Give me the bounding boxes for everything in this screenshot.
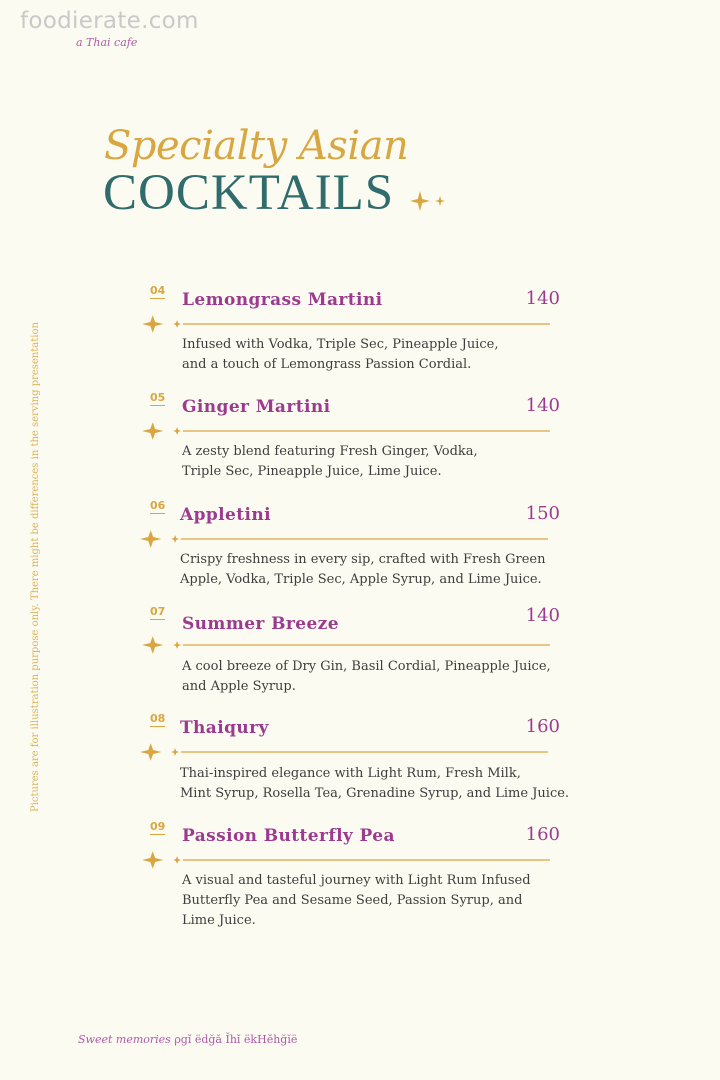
item-price: 160 xyxy=(525,716,560,737)
item-price: 140 xyxy=(525,288,560,309)
footer-thai: ρgĭ ëdğă Ĭhĭ ëkHĕhğĭë xyxy=(174,1033,298,1046)
item-description: Crispy freshness in every sip, crafted with Fresh Green Apple, Vodka, Triple Sec, Apple Syrup, and Lime Juice. xyxy=(180,552,546,587)
item-description: Infused with Vodka, Triple Sec, Pineapple Juice, and a touch of Lemongrass Passion Cordial. xyxy=(182,337,499,372)
item-description: A visual and tasteful journey with Light Rum Infused Butterfly Pea and Sesame Seed, Passion Syrup, and Lime Juice. xyxy=(182,873,531,928)
item-number: 08 xyxy=(150,712,166,725)
item-name: Thaiqury xyxy=(180,718,269,738)
brand-logo-text: a Thai cafe xyxy=(76,36,138,49)
divider-star-icon xyxy=(140,421,550,441)
page-title: COCKTAILS xyxy=(103,165,395,221)
item-description: Thai-inspired elegance with Light Rum, Fresh Milk, Mint Syrup, Rosella Tea, Grenadine Syrup, and Lime Juice. xyxy=(180,766,570,801)
item-name: Lemongrass Martini xyxy=(182,290,383,310)
item-price: 150 xyxy=(525,503,560,524)
title-script: Specialty Asian xyxy=(104,123,409,169)
item-price: 140 xyxy=(525,395,560,416)
divider-star-icon xyxy=(140,635,550,655)
item-name: Appletini xyxy=(180,505,271,525)
divider-star-icon xyxy=(138,529,548,549)
item-number: 09 xyxy=(150,820,166,833)
divider-star-icon xyxy=(140,314,550,334)
footer-script: Sweet memories xyxy=(78,1033,171,1046)
item-name: Summer Breeze xyxy=(182,614,339,634)
item-description: A zesty blend featuring Fresh Ginger, Vodka, Triple Sec, Pineapple Juice, Lime Juice. xyxy=(182,444,478,479)
item-number: 05 xyxy=(150,391,166,404)
item-description: A cool breeze of Dry Gin, Basil Cordial, Pineapple Juice, and Apple Syrup. xyxy=(182,659,551,694)
divider-star-icon xyxy=(138,742,548,762)
site-watermark: foodierate.com xyxy=(20,8,199,34)
disclaimer-note: Pictures are for illustration purpose only. There might be differences in the serving presentation xyxy=(30,322,41,812)
item-price: 160 xyxy=(525,824,560,845)
item-name: Passion Butterfly Pea xyxy=(182,826,395,846)
sparkle-icon xyxy=(410,189,448,213)
item-number: 06 xyxy=(150,499,166,512)
item-price: 140 xyxy=(525,605,560,626)
divider-star-icon xyxy=(140,850,550,870)
item-name: Ginger Martini xyxy=(182,397,331,417)
item-number: 04 xyxy=(150,284,166,297)
footer-tagline xyxy=(78,1033,297,1046)
item-number: 07 xyxy=(150,605,166,618)
